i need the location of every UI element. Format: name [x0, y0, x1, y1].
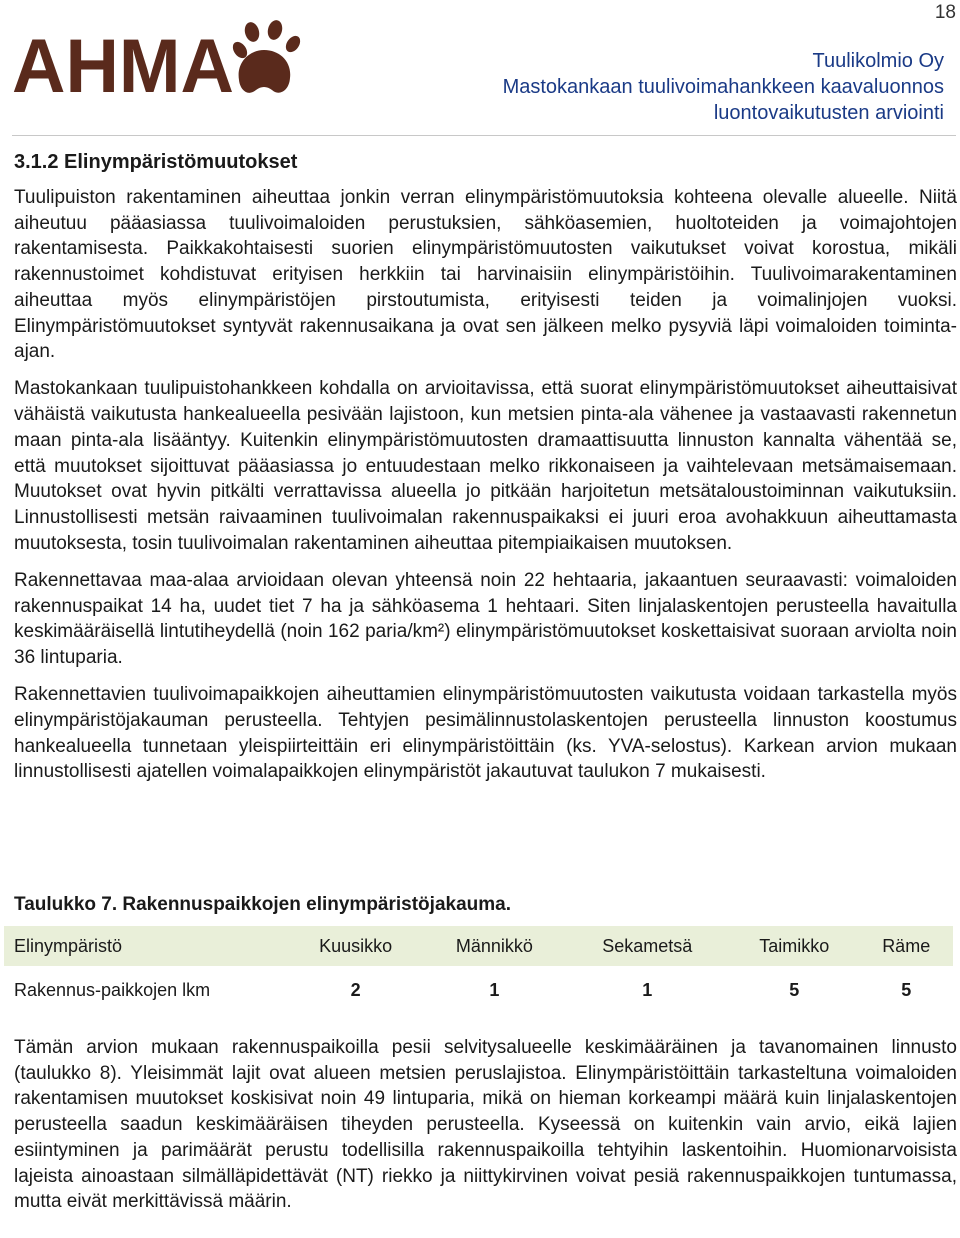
- row-label: Rakennus-paikkojen lkm: [14, 979, 211, 1000]
- table-cell: 1: [489, 979, 500, 1000]
- column-header: Taimikko: [729, 926, 859, 966]
- column-header: Männikkö: [423, 926, 565, 966]
- logo-text: AHMA: [12, 24, 234, 100]
- table-header-row: [4, 926, 953, 966]
- header-divider: [12, 135, 956, 136]
- table-cell: 5: [789, 979, 800, 1000]
- column-header: Kuusikko: [288, 926, 423, 966]
- column-header: Räme: [859, 926, 953, 966]
- paragraph: Tämän arvion mukaan rakennuspaikoilla pesii selvitysalueelle keskimääräinen ja tavanomainen linnusto (taulukko 8). Yleisimmät lajit ovat alueen metsien peruslajistoa. Elinympäristöittäin tarkasteltuna voimaloiden rakentamisen muutokset koskisivat noin 49 lintuparia, mikä on hieman korkeampi määrä kuin linjalaskentojen perusteella saadun keskimääräisen tiheyden perusteella. Kyseessä on kuitenkin vain arvio, eikä lajien esiintyminen ja parimäärät perustu todellisilla rakennuspaikoilla tehtyihin laskentoihin. Huomionarvoisista lajeista ainoastaan silmälläpidettävät (NT) riekko ja niittykirvinen voivat pesiä rakennuspaikkojen tuntumassa, mutta eivät merkittävissä määrin.: [14, 1037, 957, 1213]
- table-caption: Taulukko 7. Rakennuspaikkojen elinympäristöjakauma.: [14, 894, 511, 915]
- paragraph: Rakennettavaa maa-alaa arvioidaan olevan yhteensä noin 22 hehtaaria, jakaantuen seuraavasti: voimaloiden rakennuspaikat 14 ha, uudet tiet 7 ha ja sähköasema 1 hehtaari. Siten linjalaskentojen perusteella havaitulla keskimääräisellä lintutiheydellä (noin 162 paria/km²) elinympäristömuutokset koskettaisivat suoraan arviolta noin 36 lintuparia.: [14, 569, 957, 668]
- body-text-after-table: [14, 1035, 957, 1215]
- column-header: Elinympäristö: [4, 926, 288, 966]
- section-heading: 3.1.2 Elinympäristömuutokset: [14, 151, 298, 173]
- company-name: Tuulikolmio Oy: [812, 50, 944, 72]
- paragraph: Tuulipuiston rakentaminen aiheuttaa jonkin verran elinympäristömuutoksia kohteena olevalle alueelle. Niitä aiheutuu pääasiassa tuulivoimaloiden perustuksien, sähköasemien, huoltoteiden ja voimajohtojen rakentamisesta. Paikkakohtaisesti suorien elinympäristömuutosten vaikutukset voivat korostua, mikäli rakennustoimet kohdistuvat erityisen herkkiin tai harvinaisiin elinympäristöihin. Tuulivoimarakentaminen aiheuttaa myös elinympäristöjen pirstoutumista, erityisesti teiden ja voimalinjojen vuoksi. Elinympäristömuutokset syntyvät rakennusaikana ja ovat sen jälkeen melko pysyviä läpi voimaloiden toiminta-ajan.: [14, 187, 957, 363]
- page-number: 18: [934, 2, 956, 23]
- body-text: [14, 185, 957, 796]
- table-row: [4, 974, 953, 1006]
- table-cell: 2: [350, 979, 361, 1000]
- project-title-line2: luontovaikutusten arviointi: [713, 102, 944, 124]
- table-cell: 5: [901, 979, 912, 1000]
- table-spacer: [4, 966, 953, 974]
- paragraph: Rakennettavien tuulivoimapaikkojen aiheuttamien elinympäristömuutosten vaikutusta voidaan tarkastella myös elinympäristöjakauman perusteella. Tehtyjen pesimälinnustolaskentojen perusteella linnuston koostumus hankealueella tunnetaan yleispiirteittäin eri elinympäristöittäin (ks. YVA-selostus). Karkean arvion mukaan linnustollisesti ajatellen voimalapaikkojen elinympäristöt jakautuvat taulukon 7 mukaisesti.: [14, 684, 957, 783]
- project-title-line1: Mastokankaan tuulivoimahankkeen kaavaluonnos: [502, 76, 944, 98]
- paragraph: Mastokankaan tuulipuistohankkeen kohdalla on arvioitavissa, että suorat elinympäristömuutokset aiheuttaisivat vähäistä vaikutusta hankealueella pesivään lajistoon, kun metsien pinta-ala vähenee ja vastaavasti rakennetun maan pinta-ala lisääntyy. Kuitenkin elinympäristömuutosten dramaattisuutta linnuston kannalta vähentää se, että muutokset sijoittuvat pääasiassa jo entuudestaan melko rikkonaiseen ja vaihtelevaan metsämaisemaan. Muutokset ovat hyvin pitkälti verrattavissa alueella jo pitkään harjoitetun metsätaloustoiminnan vaikutuksiin. Linnustollisesti metsän raivaaminen tuulivoimalan rakennuspaikaksi ei juuri eroa avohakkuun aiheuttamasta muutoksesta, tosin tuulivoimalan rakentaminen aiheuttaa pitempiaikaisen muutoksen.: [14, 378, 957, 554]
- document-header: [503, 48, 944, 126]
- column-header: Sekametsä: [565, 926, 729, 966]
- habitat-table: [4, 926, 953, 1006]
- company-logo: [10, 20, 305, 100]
- paw-print-icon: [230, 20, 303, 93]
- table-cell: 1: [642, 979, 653, 1000]
